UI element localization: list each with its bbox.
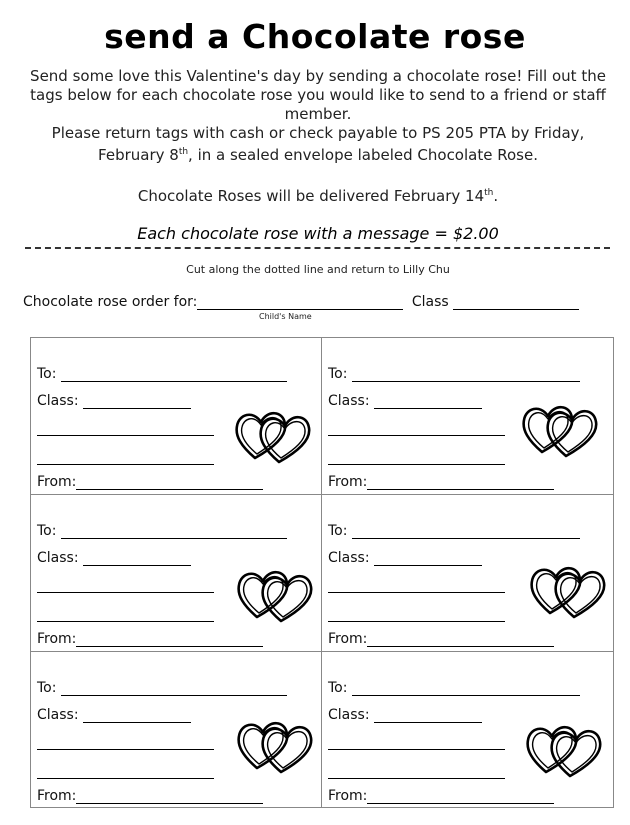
- intro-paragraph-2: [20, 124, 616, 165]
- class-field[interactable]: [374, 394, 482, 409]
- message-line-1[interactable]: [328, 435, 505, 436]
- class-field[interactable]: [83, 708, 191, 723]
- double-heart-icon: [522, 400, 598, 460]
- order-class-label: Class: [411, 294, 449, 310]
- from-label: From:: [37, 474, 77, 490]
- class-label: Class:: [37, 393, 79, 409]
- order-for-label: Chocolate rose order for:: [23, 294, 198, 310]
- page-title: send a Chocolate rose: [104, 17, 526, 56]
- delivery-text-end: .: [493, 187, 499, 205]
- message-line-1[interactable]: [328, 592, 505, 593]
- double-heart-icon: [237, 716, 313, 776]
- from-label: From:: [328, 631, 368, 647]
- class-label: Class:: [37, 707, 79, 723]
- to-field[interactable]: [352, 524, 580, 539]
- message-line-2[interactable]: [328, 621, 505, 622]
- class-field[interactable]: [374, 708, 482, 723]
- message-line-2[interactable]: [37, 464, 214, 465]
- message-line-2[interactable]: [37, 778, 214, 779]
- to-field[interactable]: [61, 681, 287, 696]
- to-label: To:: [328, 366, 348, 382]
- from-field[interactable]: [76, 632, 263, 647]
- rose-tag-6: [322, 652, 613, 807]
- delivery-sup: th: [484, 188, 494, 198]
- intro-paragraph-3: [20, 184, 616, 206]
- class-field[interactable]: [83, 551, 191, 566]
- to-field[interactable]: [61, 524, 287, 539]
- from-label: From:: [328, 788, 368, 804]
- from-field[interactable]: [367, 789, 554, 804]
- to-field[interactable]: [61, 367, 287, 382]
- child-name-caption: Child's Name: [259, 312, 312, 321]
- double-heart-icon: [530, 561, 606, 621]
- cut-instruction: Cut along the dotted line and return to Lilly Chu: [186, 263, 450, 276]
- from-label: From:: [328, 474, 368, 490]
- class-label: Class:: [37, 550, 79, 566]
- from-field[interactable]: [367, 632, 554, 647]
- child-name-field[interactable]: [197, 294, 403, 310]
- from-field[interactable]: [76, 475, 263, 490]
- double-heart-icon: [526, 720, 602, 780]
- from-field[interactable]: [367, 475, 554, 490]
- rose-tag-5: [31, 652, 322, 807]
- class-field[interactable]: [83, 394, 191, 409]
- rose-tag-4: [322, 495, 613, 652]
- intro-paragraph-1: Send some love this Valentine's day by sending a chocolate rose! Fill out the tags below for each chocolate rose you would like to send to a friend or staff member.: [30, 67, 606, 123]
- double-heart-icon: [235, 406, 311, 466]
- message-line-2[interactable]: [328, 464, 505, 465]
- rose-tag-2: [322, 338, 613, 495]
- intro-text: [20, 67, 616, 206]
- intro-return-sup: th: [178, 147, 189, 157]
- class-field[interactable]: [374, 551, 482, 566]
- class-label: Class:: [328, 393, 370, 409]
- class-label: Class:: [328, 707, 370, 723]
- cut-dotted-line: [25, 247, 610, 249]
- rose-tag-1: [31, 338, 322, 495]
- message-line-1[interactable]: [328, 749, 505, 750]
- to-label: To:: [328, 523, 348, 539]
- to-field[interactable]: [352, 367, 580, 382]
- double-heart-icon: [237, 565, 313, 625]
- to-field[interactable]: [352, 681, 580, 696]
- intro-return-text-end: , in a sealed envelope labeled Chocolate Rose.: [188, 146, 538, 164]
- to-label: To:: [37, 523, 57, 539]
- to-label: To:: [37, 366, 57, 382]
- order-line: [23, 294, 579, 310]
- message-line-1[interactable]: [37, 592, 214, 593]
- from-label: From:: [37, 631, 77, 647]
- class-label: Class:: [328, 550, 370, 566]
- to-label: To:: [37, 680, 57, 696]
- rose-tag-3: [31, 495, 322, 652]
- from-field[interactable]: [76, 789, 263, 804]
- delivery-text: Chocolate Roses will be delivered February 14: [137, 187, 485, 205]
- message-line-1[interactable]: [37, 435, 214, 436]
- from-label: From:: [37, 788, 77, 804]
- intro-return-text: Please return tags with cash or check payable to PS 205 PTA by Friday, February 8: [51, 124, 585, 164]
- message-line-2[interactable]: [328, 778, 505, 779]
- to-label: To:: [328, 680, 348, 696]
- message-line-2[interactable]: [37, 621, 214, 622]
- price-line: Each chocolate rose with a message = $2.00: [137, 224, 499, 243]
- order-class-field[interactable]: [453, 294, 579, 310]
- rose-tags-grid: [30, 337, 614, 808]
- message-line-1[interactable]: [37, 749, 214, 750]
